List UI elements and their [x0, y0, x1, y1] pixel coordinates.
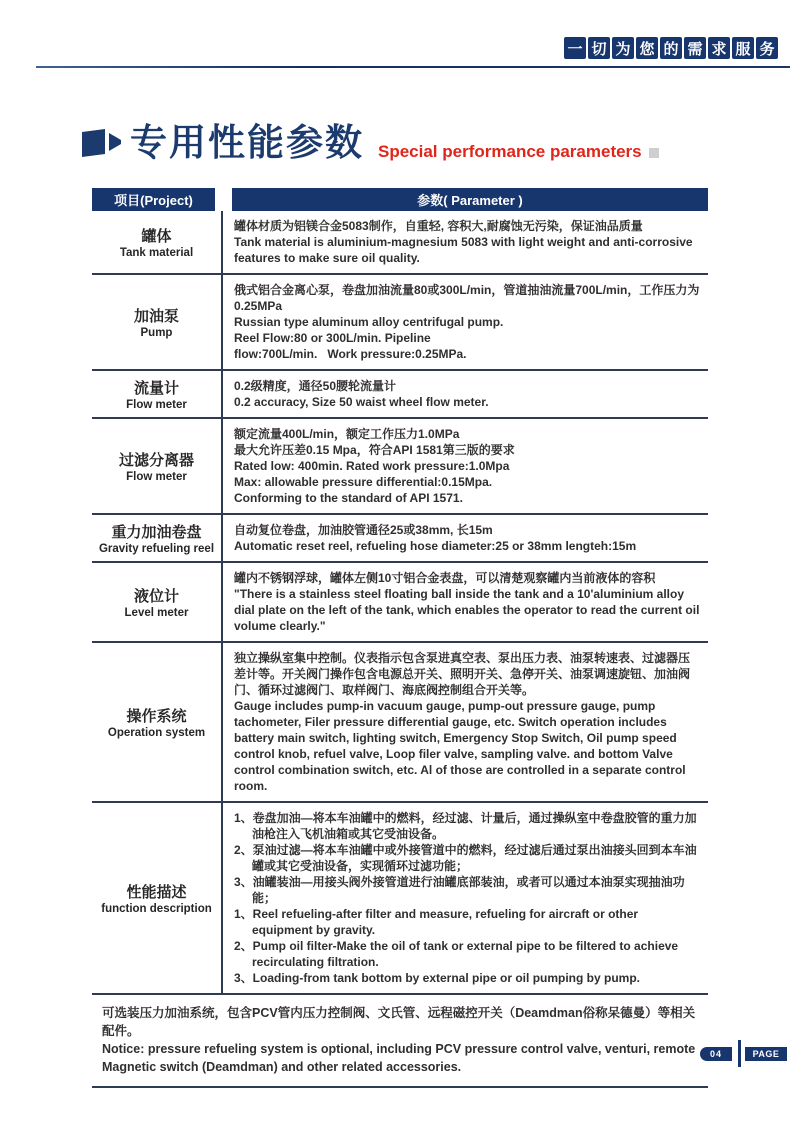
- row-content-line: 1、Reel refueling-after filter and measure, refueling for aircraft or other equipment by gravity.: [234, 907, 639, 937]
- table-row: [92, 211, 708, 275]
- table-row: [92, 419, 708, 515]
- row-label-en: Pump: [140, 327, 173, 339]
- row-content-cell: [221, 643, 708, 801]
- table-row: [92, 515, 708, 563]
- row-label-cell: [92, 643, 221, 801]
- table-row: [92, 803, 708, 995]
- column-header-parameter: 参数( Parameter ): [232, 188, 708, 211]
- row-content-line: 0.2 accuracy, Size 50 waist wheel flow meter.: [234, 395, 489, 409]
- row-content-line: Automatic reset reel, refueling hose diameter:25 or 38mm lengteh:15m: [234, 539, 637, 553]
- row-content-line: Russian type aluminum alloy centrifugal pump.: [234, 315, 504, 329]
- table-body: [92, 211, 708, 995]
- page-footer: [700, 1040, 787, 1067]
- row-content-cell: [221, 371, 708, 417]
- table-row: [92, 371, 708, 419]
- bookmark-icon: [82, 125, 122, 159]
- row-label-zh: 过滤分离器: [118, 452, 194, 469]
- row-content-line: Max: allowable pressure differential:0.15Mpa.: [234, 475, 493, 489]
- row-label-zh: 液位计: [133, 588, 179, 605]
- row-content-line: 罐内不锈钢浮球，罐体左侧10寸铝合金表盘，可以清楚观察罐内当前液体的容积: [234, 571, 656, 585]
- column-header-project: 项目(Project): [92, 188, 215, 211]
- row-label-cell: [92, 515, 221, 561]
- row-content-line: Tank material is aluminium-magnesium 5083 with light weight and anti-corrosive features to make sure oil quality.: [234, 235, 693, 265]
- page-number: 04: [700, 1047, 732, 1061]
- row-label-en: Tank material: [119, 247, 194, 259]
- notice-line: 可选装压力加油系统，包含PCV管内压力控制阀、文氏管、远程磁控开关（Deamdman俗称呆德曼）等相关配件。: [102, 1006, 696, 1038]
- row-content-line: 2、Pump oil filter-Make the oil of tank or external pipe to be filtered to achieve recirculating filtration.: [234, 939, 679, 969]
- row-content-line: 额定流量400L/min，额定工作压力1.0MPa: [234, 427, 460, 441]
- page-label: PAGE: [745, 1047, 787, 1061]
- slogan-character: 一: [564, 37, 586, 59]
- row-content-cell: [221, 275, 708, 369]
- row-label-en: Flow meter: [126, 471, 187, 483]
- row-content-line: 1、卷盘加油—将本车油罐中的燃料，经过滤、计量后，通过操纵室中卷盘胶管的重力加油枪注入飞机油箱或其它受油设备。: [234, 811, 697, 841]
- row-label-cell: [92, 419, 221, 513]
- row-label-zh: 罐体: [141, 228, 172, 245]
- slogan-character: 服: [732, 37, 754, 59]
- row-content-line: 最大允许压差0.15 Mpa，符合API 1581第三版的要求: [234, 443, 515, 457]
- row-content-line: Gauge includes pump-in vacuum gauge, pump-out pressure gauge, pump tachometer, Filer pressure differential gauge, etc. Switch operation includes battery main switch, lighting switch, Emergency Stop Switch, Oil pump speed control knob, refuel valve, Loop filer valve, sampling valve. and bottom Valve control combination switch, etc. Al of those are controlled in a separate control room.: [234, 699, 686, 793]
- footer-divider-bar: [738, 1040, 741, 1067]
- title-end-square: [649, 148, 659, 158]
- slogan: [564, 37, 778, 59]
- slogan-character: 求: [708, 37, 730, 59]
- row-label-cell: [92, 371, 221, 417]
- spec-table: [92, 188, 708, 1088]
- header-divider: [36, 66, 790, 68]
- row-label-en: Gravity refueling reel: [98, 543, 215, 555]
- row-content-line: 3、油罐装油—用接头阀外接管道进行油罐底部装油，或者可以通过本油泵实现抽油功能；: [234, 875, 685, 905]
- table-row: [92, 643, 708, 803]
- row-label-en: Level meter: [124, 607, 189, 619]
- row-content-line: 独立操纵室集中控制。仪表指示包含泵进真空表、泵出压力表、油泵转速表、过滤器压差计等。开关阀门操作包含电源总开关、照明开关、急停开关、油泵调速旋钮、加油阀门、循环过滤阀门、取样阀门、海底阀控制组合开关等。: [234, 651, 691, 697]
- row-label-zh: 流量计: [133, 380, 179, 397]
- row-content-line: Conforming to the standard of API 1571.: [234, 491, 463, 505]
- row-content-cell: [221, 211, 708, 273]
- row-label-en: Operation system: [107, 727, 206, 739]
- slogan-character: 为: [612, 37, 634, 59]
- row-content-line: Reel Flow:80 or 300L/min. Pipeline: [234, 331, 431, 345]
- row-content-cell: [221, 803, 708, 993]
- row-content-cell: [221, 563, 708, 641]
- table-header-row: [92, 188, 708, 211]
- page-title-en: Special performance parameters: [378, 142, 642, 161]
- slogan-character: 需: [684, 37, 706, 59]
- slogan-character: 切: [588, 37, 610, 59]
- table-row: [92, 563, 708, 643]
- section-title: [82, 118, 659, 162]
- row-content-line: Rated low: 400min. Rated work pressure:1.0Mpa: [234, 459, 510, 473]
- row-label-en: Flow meter: [126, 399, 187, 411]
- slogan-character: 务: [756, 37, 778, 59]
- row-content-cell: [221, 515, 708, 561]
- row-label-zh: 性能描述: [126, 884, 187, 901]
- row-content-line: 自动复位卷盘，加油胶管通径25或38mm, 长15m: [234, 523, 493, 537]
- row-content-line: 罐体材质为铝镁合金5083制作，自重轻, 容积大,耐腐蚀无污染，保证油品质量: [234, 219, 643, 233]
- row-label-en: function description: [101, 903, 212, 915]
- row-label-cell: [92, 275, 221, 369]
- row-label-zh: 加油泵: [133, 308, 179, 325]
- row-label-cell: [92, 563, 221, 641]
- row-label-cell: [92, 211, 221, 273]
- row-content-cell: [221, 419, 708, 513]
- notice-line: Notice: pressure refueling system is optional, including PCV pressure control valve, venturi, remote Magnetic switch (Deamdman) and other related accessories.: [102, 1042, 696, 1074]
- row-content-line: flow:700L/min. Work pressure:0.25MPa.: [234, 347, 467, 361]
- row-label-cell: [92, 803, 221, 993]
- row-content-line: 2、泵油过滤—将本车油罐中或外接管道中的燃料，经过滤后通过泵出油接头回到本车油罐或其它受油设备，实现循环过滤功能；: [234, 843, 697, 873]
- page-title-zh: 专用性能参数: [130, 122, 364, 163]
- notice: [92, 995, 708, 1088]
- slogan-character: 您: [636, 37, 658, 59]
- row-content-line: "There is a stainless steel floating ball inside the tank and a 10'aluminium alloy dial plate on the left of the tank, which enables the operator to read the current oil volume clearly.": [234, 587, 700, 633]
- row-content-line: 0.2级精度，通径50腰轮流量计: [234, 379, 397, 393]
- row-content-line: 3、Loading-from tank bottom by external pipe or oil pumping by pump.: [234, 971, 641, 985]
- slogan-character: 的: [660, 37, 682, 59]
- table-row: [92, 275, 708, 371]
- row-label-zh: 操作系统: [126, 708, 187, 725]
- row-content-line: 俄式铝合金离心泵，卷盘加油流量80或300L/min，管道抽油流量700L/min，工作压力为0.25MPa: [234, 283, 700, 313]
- row-label-zh: 重力加油卷盘: [111, 524, 202, 541]
